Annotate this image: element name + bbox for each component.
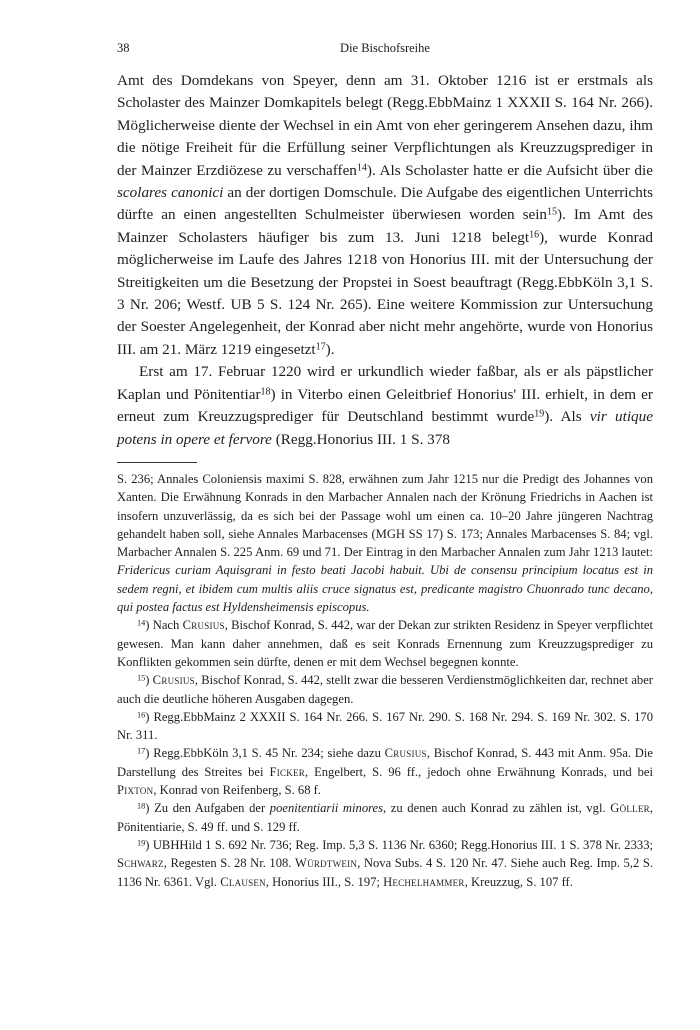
footnote-separator bbox=[117, 462, 197, 463]
text-run: ), wurde Konrad möglicherweise im Laufe des Jahres 1218 von Honorius III. mit der Untersuchung der Streitigkeiten um die Besetzung der Propstei in Soest beauftragt (Regg.EbbKöln 3,1 S. 3 Nr. 206; Westf. UB 5 S. 124 Nr. 265). Eine weitere Kommission zur Untersuchung der Soester Angelegenheit, der Konrad aber nicht mehr angehörte, wurde von Honorius III. am 21. März 1219 eingesetzt bbox=[117, 228, 653, 358]
text-run: ). Im Amt des Mainzer Scholasters häufiger bis zum 13. Juni 1218 belegt bbox=[117, 206, 653, 246]
author-name: Würdtwein bbox=[295, 856, 358, 871]
text-run: ). bbox=[325, 340, 335, 358]
text-run: (Regg.Honorius III. 1 S. 378 bbox=[271, 430, 450, 448]
text-run: , Engelbert, S. 96 ff., jedoch ohne Erwähnung Konrads, und bei bbox=[304, 764, 653, 779]
text-run: ) bbox=[145, 673, 153, 688]
author-name: Göller bbox=[610, 801, 650, 816]
footnote-ref-15: 15 bbox=[547, 206, 558, 218]
paragraph-2 bbox=[117, 361, 653, 451]
text-run: , Nova Subs. 4 S. 120 Nr. 47. Siehe auch Reg. Imp. 5,2 S. 1136 Nr. 6361. Vgl. bbox=[117, 856, 653, 889]
footnote-16 bbox=[117, 708, 653, 745]
footnote-14 bbox=[117, 616, 653, 671]
author-name: Ficker bbox=[269, 764, 305, 779]
text-run: , Honorius III., S. 197; bbox=[265, 874, 384, 889]
footnotes bbox=[117, 470, 653, 891]
text-run: an der dortigen Domschule. Die Aufgabe des eigentlichen Unterrichts dürfte an einen angestellten Schulmeister überwiesen worden sein bbox=[117, 184, 653, 224]
footnote-ref-16: 16 bbox=[529, 229, 540, 241]
text-run: ) Zu den Aufgaben der bbox=[145, 801, 270, 816]
text-run: ). Als Scholaster hatte er die Aufsicht über die bbox=[366, 161, 653, 179]
footnote-19 bbox=[117, 836, 653, 891]
text-run: , Pönitentiarie, S. 49 ff. und S. 129 ff. bbox=[117, 801, 653, 834]
text-run: S. 236; Annales Coloniensis maximi S. 828, erwähnen zum Jahr 1215 nur die Predigt des Johannes von Xanten. Die Erwähnung Konrads in den Marbacher Annalen nach der Krönung Friedrichs in Aachen ist insofern unzuverlässig, da es sich bei der Passage wohl um einen ca. 10–20 Jahre jüngeren Nachtrag gehandelt haben soll, siehe Annales Marbacenses (MGH SS 17) S. 173; Annales Marbacenses S. 84; vgl. Marbacher Annalen S. 225 Anm. 69 und 71. Der Eintrag in den Marbacher Annalen zum Jahr 1213 lautet: bbox=[117, 472, 653, 560]
author-name: Crusius bbox=[182, 618, 225, 633]
paragraph-1 bbox=[117, 70, 653, 361]
text-run: ) UBHHild 1 S. 692 Nr. 736; Reg. Imp. 5,3 S. 1136 Nr. 6360; Regg.Honorius III. 1 S. 378 Nr. 2333; bbox=[145, 837, 653, 852]
footnote-ref-18: 18 bbox=[260, 386, 271, 398]
latin-quote: Fridericus curiam Aquisgrani in festo beati Jacobi habuit. Ubi de consensu principium locatus est in sedem regni, et ibidem cum multis aliis cruce signatus est, predicante magistro Chuonrado tunc decano, qui postea factus est Hyldensheimensis episcopus. bbox=[117, 563, 653, 615]
text-run: , zu denen auch Konrad zu zählen ist, vgl. bbox=[383, 801, 611, 816]
text-run: , Bischof Konrad, S. 442, stellt zwar die besseren Verdienstmöglichkeiten dar, rechnet aber auch die deutliche höheren Ausgaben dagegen. bbox=[117, 673, 653, 706]
text-run: Erst am 17. Februar 1220 wird er urkundlich wieder faßbar, als er als päpstlicher Kaplan und Pönitentiar bbox=[117, 363, 653, 403]
latin-phrase: scolares canonici bbox=[117, 184, 224, 202]
footnote-number: 14 bbox=[137, 618, 146, 628]
author-name: Schwarz bbox=[117, 856, 164, 871]
text-run: , Bischof Konrad, S. 442, war der Dekan zur strikten Residenz in Speyer verpflichtet gewesen. Man kann daher annehmen, daß es seit Konrads Ernennung zum Kreuzzugsprediger zu Konflikten gekommen sein dürfte, denen er mit dem Wechsel begegnen konnte. bbox=[117, 618, 654, 669]
page-number: 38 bbox=[117, 41, 130, 55]
main-text bbox=[117, 70, 653, 451]
author-name: Hechelhammer bbox=[383, 874, 465, 889]
footnote-number: 18 bbox=[137, 801, 146, 811]
footnote-15 bbox=[117, 671, 653, 708]
author-name: Pixton bbox=[117, 783, 154, 798]
author-name: Crusius bbox=[384, 746, 427, 761]
page-header bbox=[117, 41, 653, 59]
text-run: ). Als bbox=[544, 408, 590, 426]
author-name: Crusius bbox=[152, 673, 195, 688]
footnote-ref-14: 14 bbox=[356, 162, 367, 174]
text-run: , Konrad von Reifenberg, S. 68 f. bbox=[153, 783, 322, 798]
running-title: Die Bischofsreihe bbox=[340, 41, 430, 55]
footnote-number: 16 bbox=[137, 710, 146, 720]
footnote-18 bbox=[117, 799, 653, 836]
text-run: ) in Viterbo einen Geleitbrief Honorius' III. erhielt, in dem er erneut zum Kreuzzugsprediger für Deutschland bestimmt wurde bbox=[117, 385, 653, 426]
footnote-number: 17 bbox=[137, 746, 146, 756]
text-run: Amt des Domdekans von Speyer, denn am 31. Oktober 1216 ist er erstmals als Scholaster des Mainzer Domkapitels belegt (Regg.EbbMainz 1 XXXII S. 164 Nr. 266). Möglicherweise diente der Wechsel in ein Amt von eher geringerem Ansehen dazu, ihm die nötige Freiheit für die Erfüllung seiner Verpflichtungen als Kreuzzugsprediger in der Mainzer Erzdiözese zu verschaffen bbox=[117, 72, 653, 179]
text-run: , Bischof Konrad, S. 443 mit Anm. 95a. Die Darstellung des Streites bei bbox=[117, 746, 653, 779]
footnote-17 bbox=[117, 744, 653, 799]
latin-phrase: vir utique potens in opere et fervore bbox=[117, 408, 653, 448]
text-run: ) Regg.EbbKöln 3,1 S. 45 Nr. 234; siehe dazu bbox=[145, 746, 385, 761]
text-run: ) Regg.EbbMainz 2 XXXII S. 164 Nr. 266. S. 167 Nr. 290. S. 168 Nr. 294. S. 169 Nr. 302. S. 170 Nr. 311. bbox=[117, 709, 653, 743]
footnote-continuation bbox=[117, 470, 653, 616]
author-name: Clausen bbox=[220, 874, 266, 889]
footnote-number: 19 bbox=[137, 838, 146, 848]
text-run: ) Nach bbox=[145, 618, 183, 633]
footnote-ref-19: 19 bbox=[534, 408, 545, 420]
text-run: , Regesten S. 28 Nr. 108. bbox=[163, 856, 296, 871]
footnote-number: 15 bbox=[137, 673, 146, 683]
footnote-ref-17: 17 bbox=[315, 341, 326, 353]
text-run: , Kreuzzug, S. 107 ff. bbox=[464, 874, 573, 889]
latin-term: poenitentiarii minores bbox=[269, 801, 384, 816]
